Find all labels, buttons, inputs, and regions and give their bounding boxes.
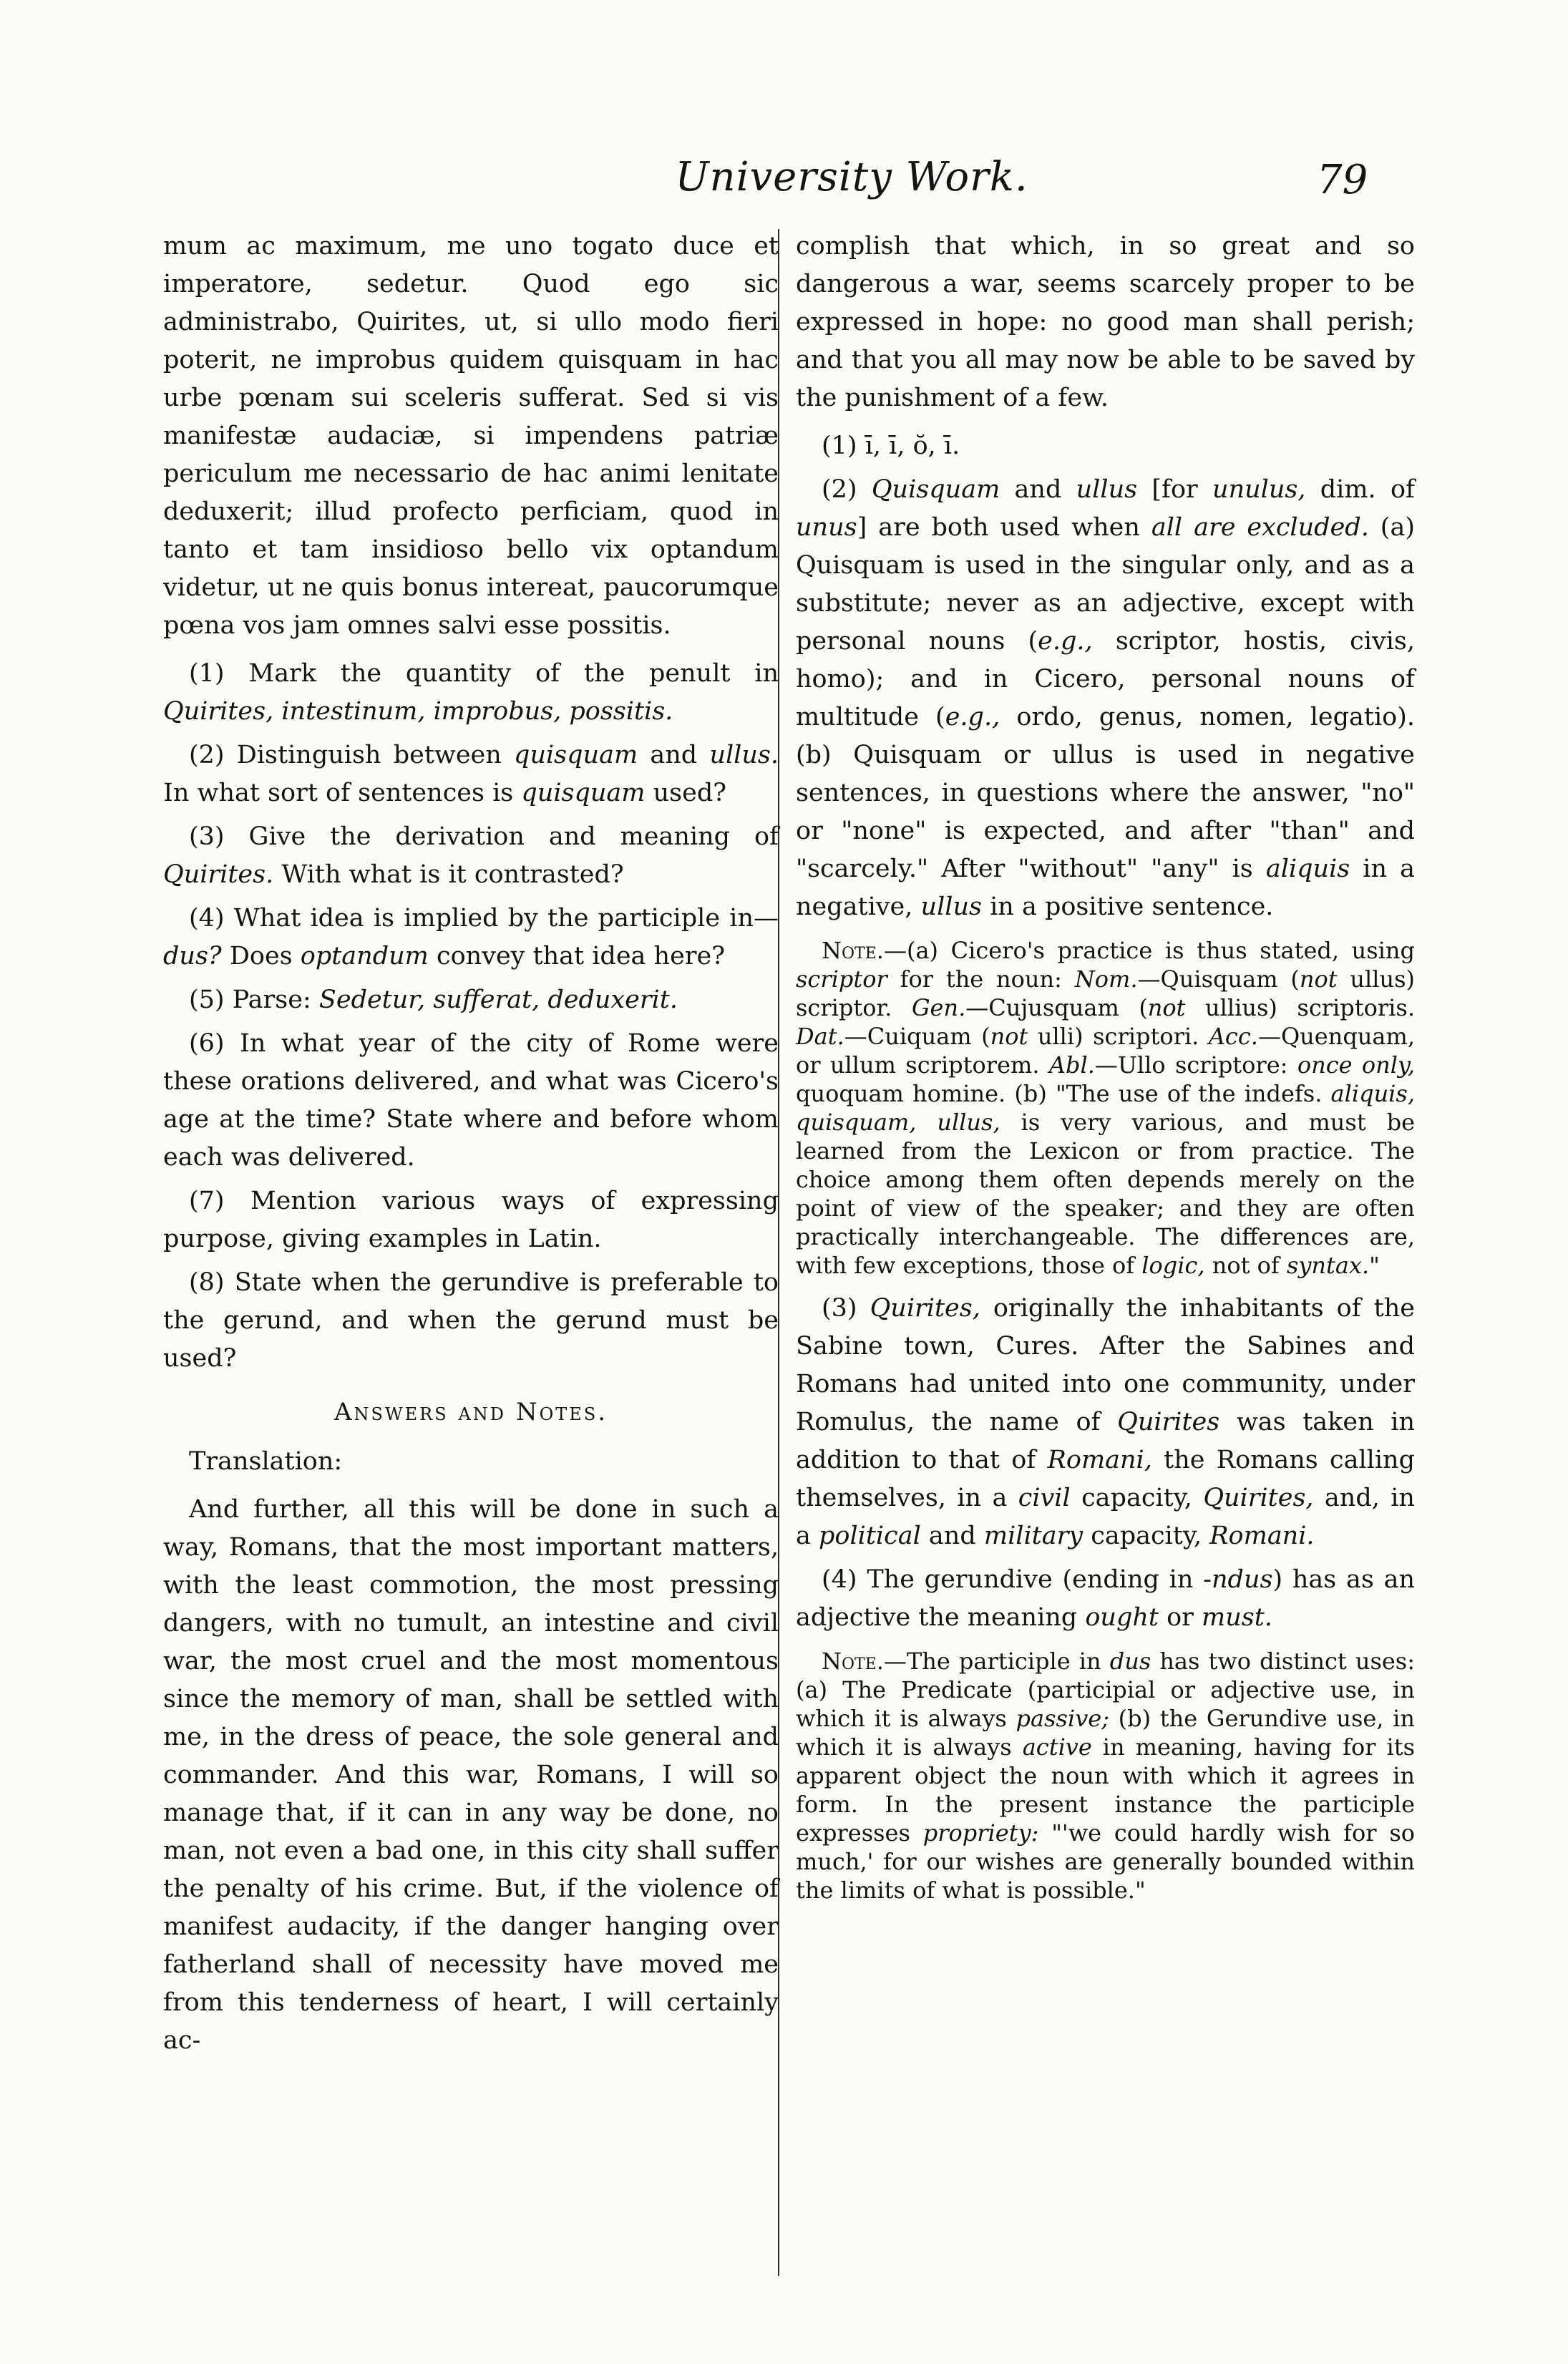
translation-text: And further, all this will be done in such a way, Romans, that the most important matters, with the least commotion, the most pressing dangers, with no tumult, an intestine and civil war, the most cruel and the most momentous since the memory of man, shall be settled with me, in the dress of peace, the sole general and commander. And this war, Romans, I will so manage that, if it can in any way be done, no man, not even a bad one, in this city shall suffer the penalty of his crime. But, if the violence of manifest audacity, if the danger hanging over fatherland shall of necessity have moved me from this tenderness of heart, I will certainly ac-	[163, 1495, 779, 2055]
question-2: (2) Distinguish between quisquam and ullus. In what sort of sentences is quisquam used?	[163, 741, 779, 807]
left-column	[163, 228, 779, 2060]
question-1: (1) Mark the quantity of the penult in Quirites, intestinum, improbus, possitis.	[163, 659, 779, 726]
page-number: 79	[1317, 157, 1368, 203]
question-6: (6) In what year of the city of Rome were these orations delivered, and what was Cicero's age at the time? State where and before whom each was delivered.	[163, 1029, 779, 1172]
latin-passage: mum ac maximum, me uno togato duce et imperatore, sedetur. Quod ego sic administrabo, Quirites, ut, si ullo modo fieri poterit, ne improbus quidem quisquam in hac urbe pœnam sui sceleris sufferat. Sed si vis manifestæ audaciæ, si impendens patriæ periculum me necessario de hac animi lenitate deduxerit; illud profecto perficiam, quod in tanto et tam insidioso bello vix optandum videtur, ut ne quis bonus intereat, paucorumque pœna vos jam omnes salvi esse possitis.	[163, 232, 779, 640]
question-5: (5) Parse: Sedetur, sufferat, deduxerit.	[189, 986, 678, 1014]
question-8: (8) State when the gerundive is preferable to the gerund, and when the gerund must be used?	[163, 1268, 779, 1373]
right-column	[796, 228, 1415, 1905]
translation-label: Translation:	[189, 1447, 343, 1476]
note-2: Note.—The participle in dus has two distinct uses: (a) The Predicate (participial or adjective use, in which it is always passive; (b) the Gerundive use, in which it is always active in meaning, having for its apparent object the noun with which it agrees in form. In the present instance the participle expresses propriety: "'we could hardly wish for so much,' for our wishes are generally bounded within the limits of what is possible."	[796, 1648, 1416, 1904]
running-title: University Work.	[675, 154, 1028, 200]
question-4: (4) What idea is implied by the participle in—dus? Does optandum convey that idea here?	[163, 904, 779, 971]
answer-1: (1) ī, ī, ŏ, ī.	[822, 432, 960, 460]
question-3: (3) Give the derivation and meaning of Quirites. With what is it contrasted?	[163, 822, 779, 889]
question-7: (7) Mention various ways of expressing purpose, giving examples in Latin.	[163, 1187, 779, 1253]
answer-2: (2) Quisquam and ullus [for unulus, dim. of unus] are both used when all are excluded. (a) Quisquam is used in the singular only, and as a substitute; never as an adjective, except with personal nouns (e.g., scriptor, hostis, civis, homo); and in Cicero, personal nouns of multitude (e.g., ordo, genus, nomen, legatio). (b) Quisquam or ullus is used in negative sentences, in questions where the answer, "no" or "none" is expected, and after "than" and "scarcely." After "without" "any" is aliquis in a negative, ullus in a positive sentence.	[796, 475, 1415, 921]
answer-4: (4) The gerundive (ending in -ndus) has as an adjective the meaning ought or must.	[796, 1565, 1415, 1632]
translation-continued: complish that which, in so great and so dangerous a war, seems scarcely proper to be expressed in hope: no good man shall perish; and that you all may now be able to be saved by the punishment of a few.	[796, 232, 1415, 412]
note-1: Note.—(a) Cicero's practice is thus stated, using scriptor for the noun: Nom.—Quisquam (not ullus) scriptor. Gen.—Cujusquam (not ullius) scriptoris. Dat.—Cuiquam (not ulli) scriptori. Acc.—Quenquam, or ullum scriptorem. Abl.—Ullo scriptore: once only, quoquam homine. (b) "The use of the indefs. aliquis, quisquam, ullus, is very various, and must be learned from the Lexicon or from practice. The choice among them often depends merely on the point of view of the speaker; and they are often practically interchangeable. The differences are, with few exceptions, those of logic, not of syntax."	[796, 937, 1416, 1279]
answers-heading: Answers and Notes.	[333, 1398, 608, 1426]
page-header	[0, 154, 1568, 211]
answer-3: (3) Quirites, originally the inhabitants of the Sabine town, Cures. After the Sabines and Romans had united into one community, under Romulus, the name of Quirites was taken in addition to that of Romani, the Romans calling themselves, in a civil capacity, Quirites, and, in a political and military capacity, Romani.	[796, 1294, 1416, 1550]
